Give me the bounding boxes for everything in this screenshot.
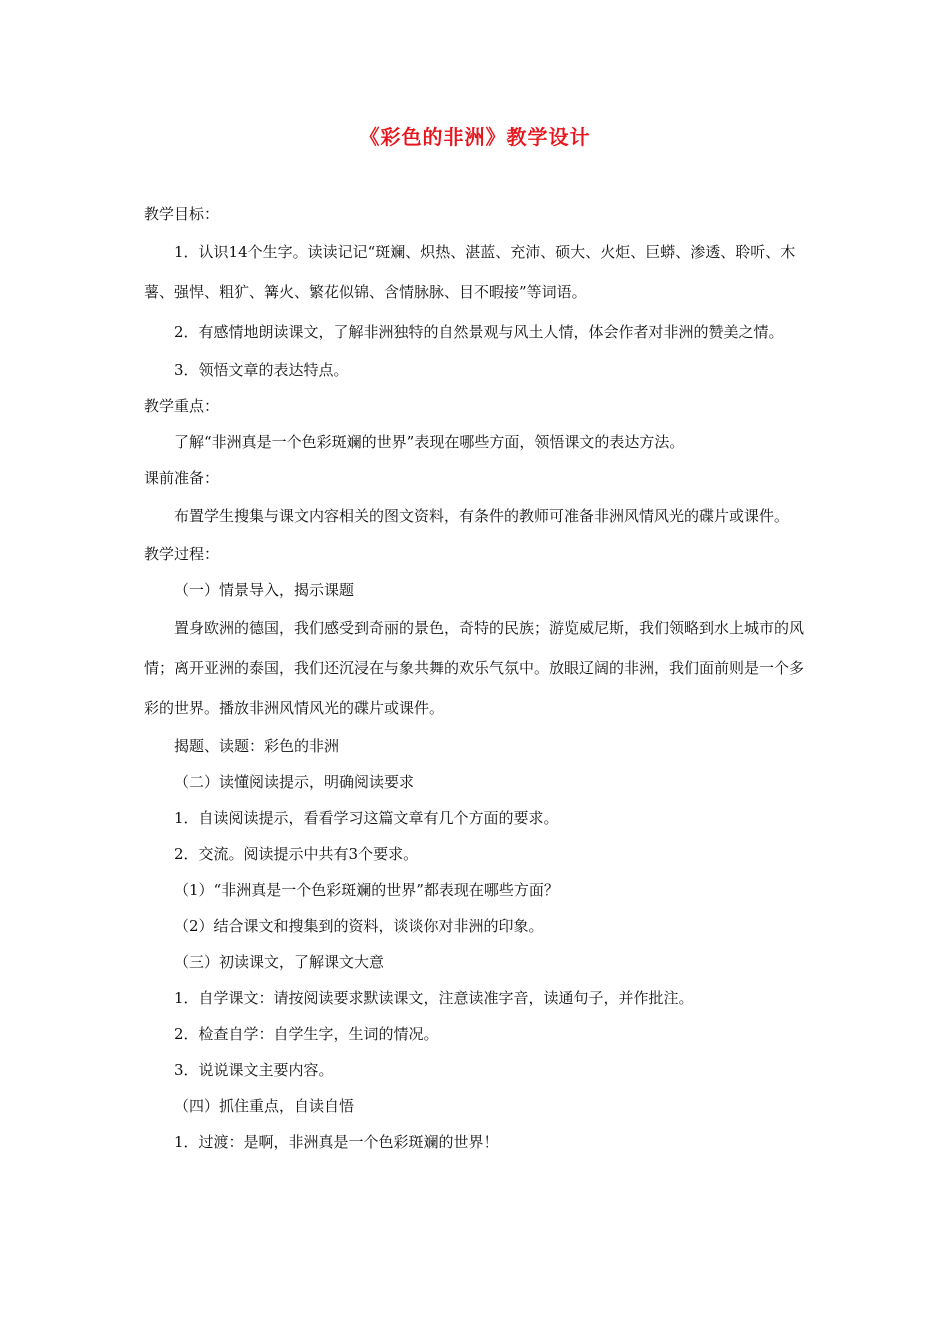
section-heading: 教学目标：	[144, 205, 220, 223]
paragraph: 布置学生搜集与课文内容相关的图文资料，有条件的教师可准备非洲风情风光的碟片或课件。	[174, 507, 790, 525]
paragraph: 揭题、读题：彩色的非洲	[174, 737, 340, 755]
paragraph: 3．说说课文主要内容。	[174, 1061, 334, 1079]
paragraph: 2．交流。阅读提示中共有3个要求。	[174, 845, 419, 863]
paragraph: （四）抓住重点，自读自悟	[174, 1097, 355, 1115]
paragraph: 1．认识14个生字。读读记记“斑斓、炽热、湛蓝、充沛、硕大、火炬、巨蟒、渗透、聆听、木薯、强悍、粗犷、篝火、繁花似锦、含情脉脉、目不暇接”等词语。	[144, 243, 796, 301]
paragraph: （一）情景导入，揭示课题	[174, 581, 355, 599]
section-heading: 教学过程：	[144, 545, 220, 563]
paragraph: 3．领悟文章的表达特点。	[174, 361, 349, 379]
paragraph: 1．自读阅读提示，看看学习这篇文章有几个方面的要求。	[174, 809, 559, 827]
section-heading: 教学重点：	[144, 397, 220, 415]
paragraph: （1）“非洲真是一个色彩斑斓的世界”都表现在哪些方面？	[174, 881, 559, 899]
paragraph: 1．自学课文：请按阅读要求默读课文，注意读准字音，读通句子，并作批注。	[174, 989, 694, 1007]
paragraph: 2．有感情地朗读课文，了解非洲独特的自然景观与风土人情，体会作者对非洲的赞美之情。	[174, 323, 784, 341]
paragraph: 了解“非洲真是一个色彩斑斓的世界”表现在哪些方面，领悟课文的表达方法。	[174, 433, 685, 451]
paragraph: （三）初读课文，了解课文大意	[174, 953, 385, 971]
paragraph: 1．过渡：是啊，非洲真是一个色彩斑斓的世界！	[174, 1133, 499, 1151]
section-heading: 课前准备：	[144, 469, 220, 487]
document-body	[144, 196, 808, 1160]
paragraph: （2）结合课文和搜集到的资料，谈谈你对非洲的印象。	[174, 917, 544, 935]
document-title: 《彩色的非洲》教学设计	[359, 125, 591, 149]
paragraph: （二）读懂阅读提示，明确阅读要求	[174, 773, 415, 791]
paragraph: 2．检查自学：自学生字，生词的情况。	[174, 1025, 439, 1043]
paragraph: 置身欧洲的德国，我们感受到奇丽的景色，奇特的民族；游览威尼斯，我们领略到水上城市的风情；离开亚洲的泰国，我们还沉浸在与象共舞的欢乐气氛中。放眼辽阔的非洲，我们面前则是一个多彩的世界。播放非洲风情风光的碟片或课件。	[144, 619, 805, 717]
